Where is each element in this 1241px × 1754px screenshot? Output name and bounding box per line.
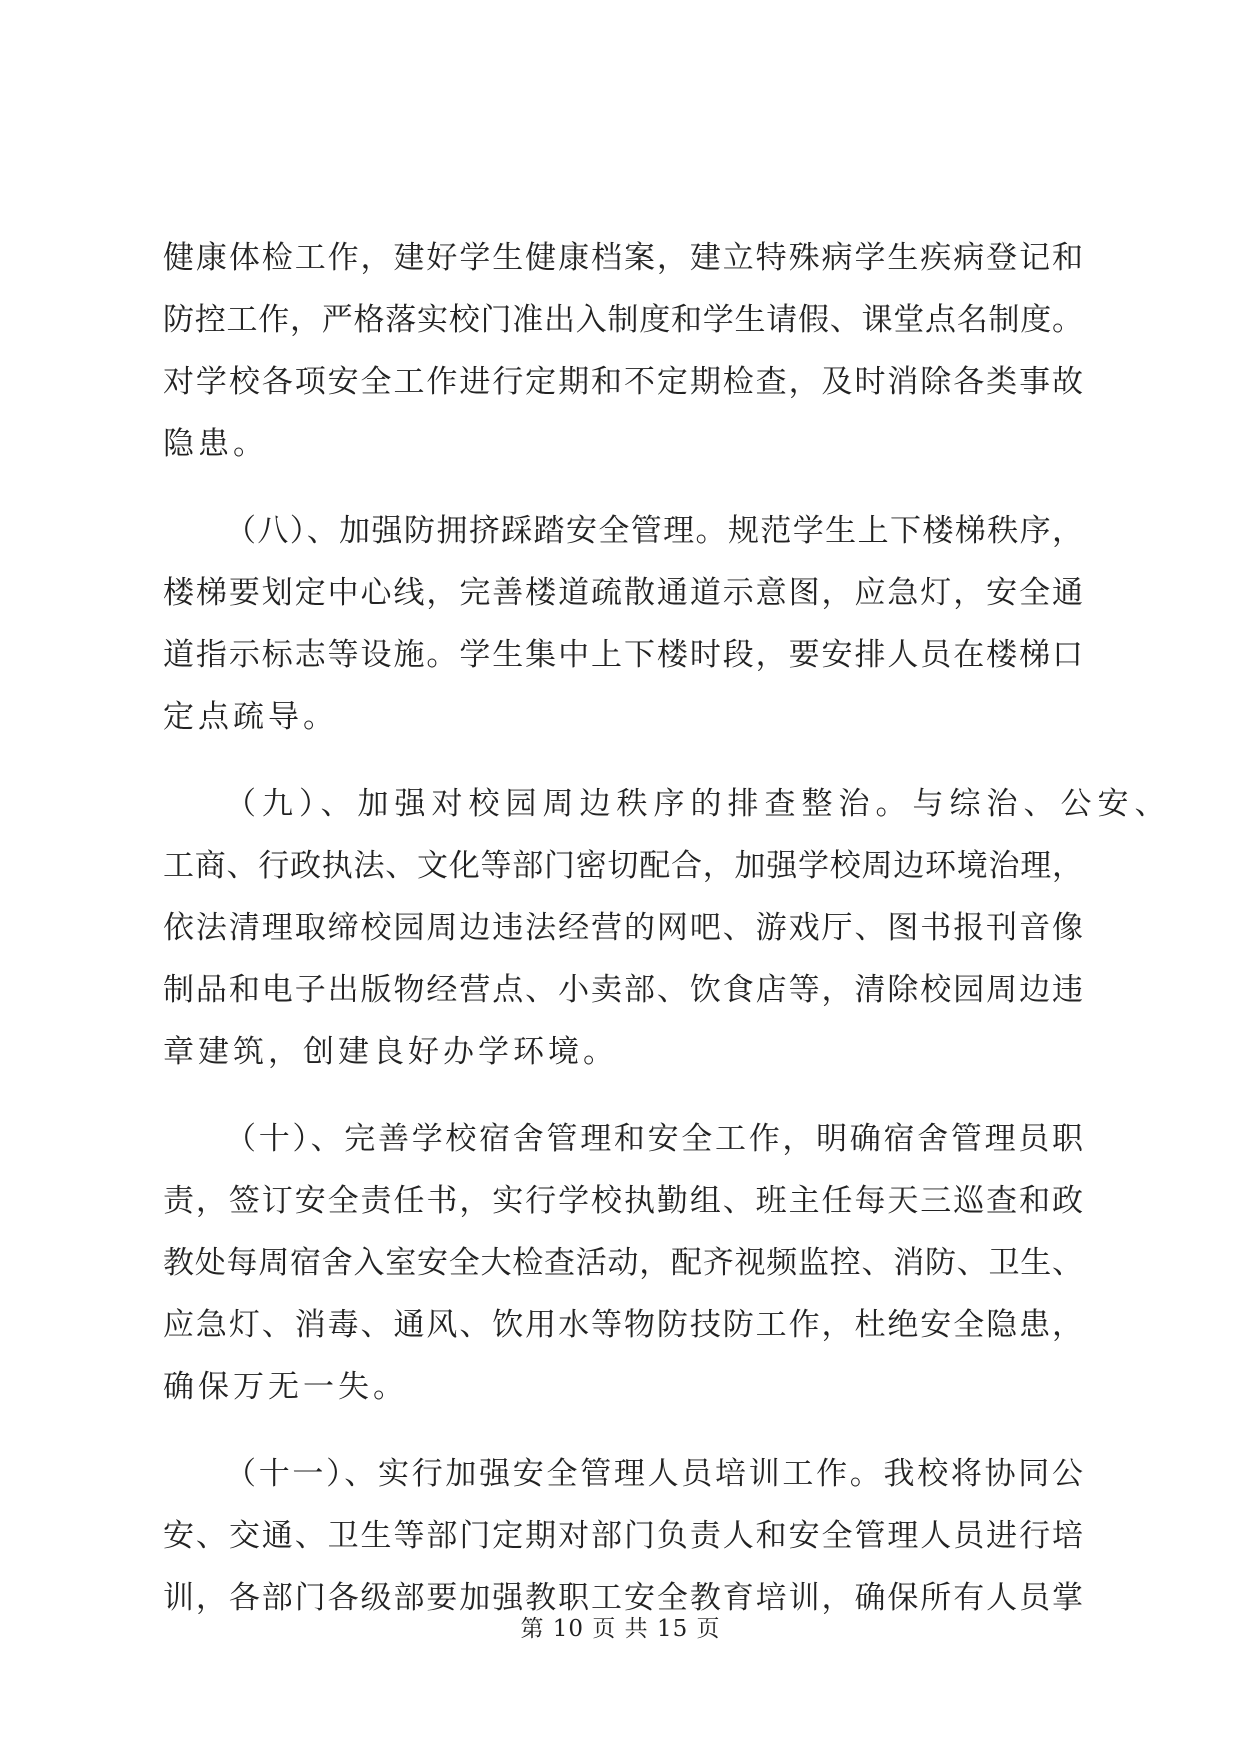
text-line: 工商、行政执法、文化等部门密切配合，加强学校周边环境治理， — [163, 848, 1083, 884]
text-line: 隐患。 — [163, 426, 268, 462]
text-line: 制品和电子出版物经营点、小卖部、饮食店等，清除校园周边违 — [163, 972, 1083, 1008]
page-number-footer: 第 10 页 共 15 页 — [520, 1616, 721, 1642]
text-line: （十一）、实行加强安全管理人员培训工作。我校将协同公 — [225, 1456, 1083, 1492]
paragraph-continuation — [163, 227, 1083, 475]
paragraph-section-11 — [163, 1443, 1083, 1629]
paragraph-section-8 — [163, 500, 1083, 748]
text-line: 楼梯要划定中心线，完善楼道疏散通道示意图，应急灯，安全通 — [163, 575, 1083, 611]
text-line: 章建筑，创建良好办学环境。 — [163, 1034, 618, 1070]
text-line: 防控工作，严格落实校门准出入制度和学生请假、课堂点名制度。 — [163, 302, 1083, 338]
text-line: 责，签订安全责任书，实行学校执勤组、班主任每天三巡查和政 — [163, 1183, 1083, 1219]
text-line: 对学校各项安全工作进行定期和不定期检查，及时消除各类事故 — [163, 364, 1083, 400]
text-line: 定点疏导。 — [163, 699, 338, 735]
text-line: 安、交通、卫生等部门定期对部门负责人和安全管理人员进行培 — [163, 1518, 1083, 1554]
paragraph-section-9 — [163, 773, 1172, 1083]
text-line: 确保万无一失。 — [163, 1369, 408, 1405]
text-line: 道指示标志等设施。学生集中上下楼时段，要安排人员在楼梯口 — [163, 637, 1083, 673]
document-body — [163, 227, 1172, 1629]
text-line: 应急灯、消毒、通风、饮用水等物防技防工作，杜绝安全隐患， — [163, 1307, 1083, 1343]
text-line: （十）、完善学校宿舍管理和安全工作，明确宿舍管理员职 — [225, 1121, 1083, 1157]
paragraph-section-10 — [163, 1108, 1083, 1418]
text-line: （九）、加强对校园周边秩序的排查整治。与综治、公安、 — [225, 786, 1172, 822]
text-line: 健康体检工作，建好学生健康档案，建立特殊病学生疾病登记和 — [163, 240, 1083, 276]
text-line: 教处每周宿舍入室安全大检查活动，配齐视频监控、消防、卫生、 — [163, 1245, 1083, 1281]
text-line: （八）、加强防拥挤踩踏安全管理。规范学生上下楼梯秩序， — [225, 513, 1083, 549]
text-line: 训，各部门各级部要加强教职工安全教育培训，确保所有人员掌 — [163, 1580, 1083, 1616]
text-line: 依法清理取缔校园周边违法经营的网吧、游戏厅、图书报刊音像 — [163, 910, 1083, 946]
